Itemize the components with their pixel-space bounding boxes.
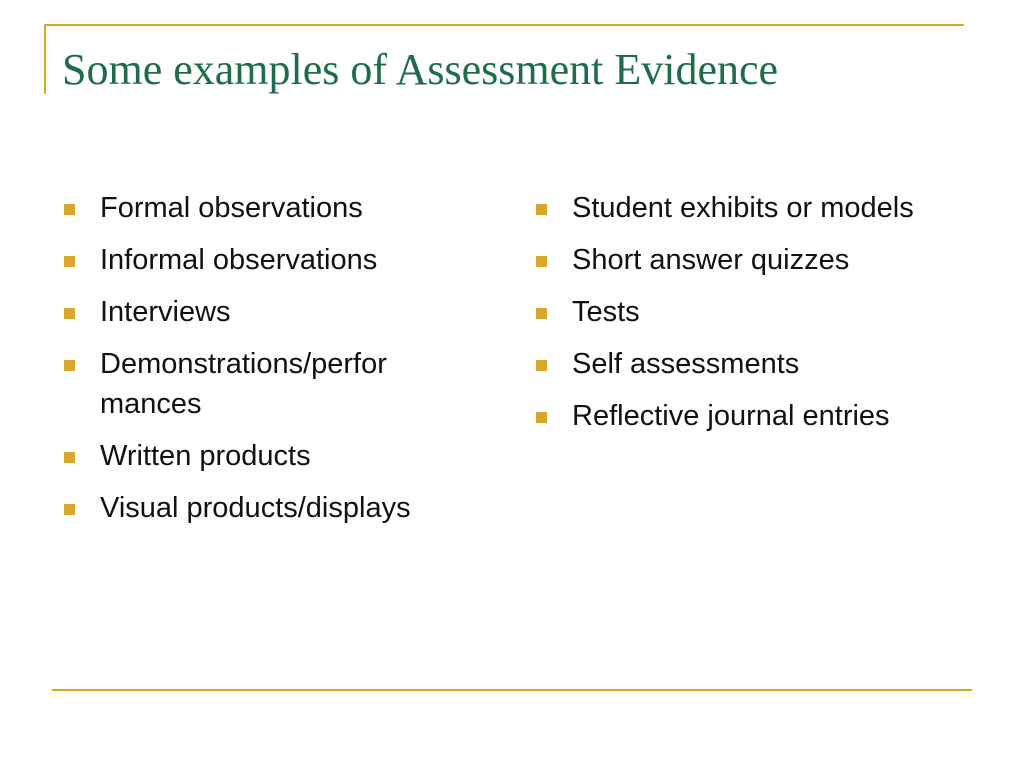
list-item-label: Informal observations [100, 244, 378, 276]
square-bullet-icon [64, 360, 75, 371]
list-item [62, 436, 482, 476]
frame-left-rule [44, 24, 46, 94]
list-item-label: Short answer quizzes [572, 244, 850, 276]
list-item [534, 396, 954, 436]
list-item [62, 240, 482, 280]
list-item-label: Written products [100, 440, 311, 472]
square-bullet-icon [536, 412, 547, 423]
square-bullet-icon [64, 308, 75, 319]
list-item-label: Reflective journal entries [572, 400, 890, 432]
list-item-label: Tests [572, 296, 640, 328]
list-item [62, 292, 482, 332]
square-bullet-icon [64, 256, 75, 267]
square-bullet-icon [64, 504, 75, 515]
right-bullet-list [534, 188, 954, 448]
bottom-rule [52, 689, 972, 691]
list-item-label: Visual products/displays [100, 492, 411, 524]
square-bullet-icon [536, 308, 547, 319]
list-item [62, 188, 482, 228]
square-bullet-icon [536, 360, 547, 371]
list-item [534, 188, 954, 228]
square-bullet-icon [64, 452, 75, 463]
list-item-label: Student exhibits or models [572, 192, 914, 224]
list-item [534, 292, 954, 332]
list-item [62, 488, 482, 528]
list-item [534, 240, 954, 280]
left-bullet-list [62, 188, 482, 540]
list-item-label: Interviews [100, 296, 231, 328]
frame-top-rule [44, 24, 964, 26]
square-bullet-icon [536, 204, 547, 215]
list-item-label: Formal observations [100, 192, 363, 224]
list-item-label: Self assessments [572, 348, 800, 380]
list-item-label: Demonstrations/perfor mances [100, 348, 387, 420]
square-bullet-icon [64, 204, 75, 215]
square-bullet-icon [536, 256, 547, 267]
list-item [62, 344, 482, 424]
list-item [534, 344, 954, 384]
slide-title: Some examples of Assessment Evidence [62, 45, 779, 94]
